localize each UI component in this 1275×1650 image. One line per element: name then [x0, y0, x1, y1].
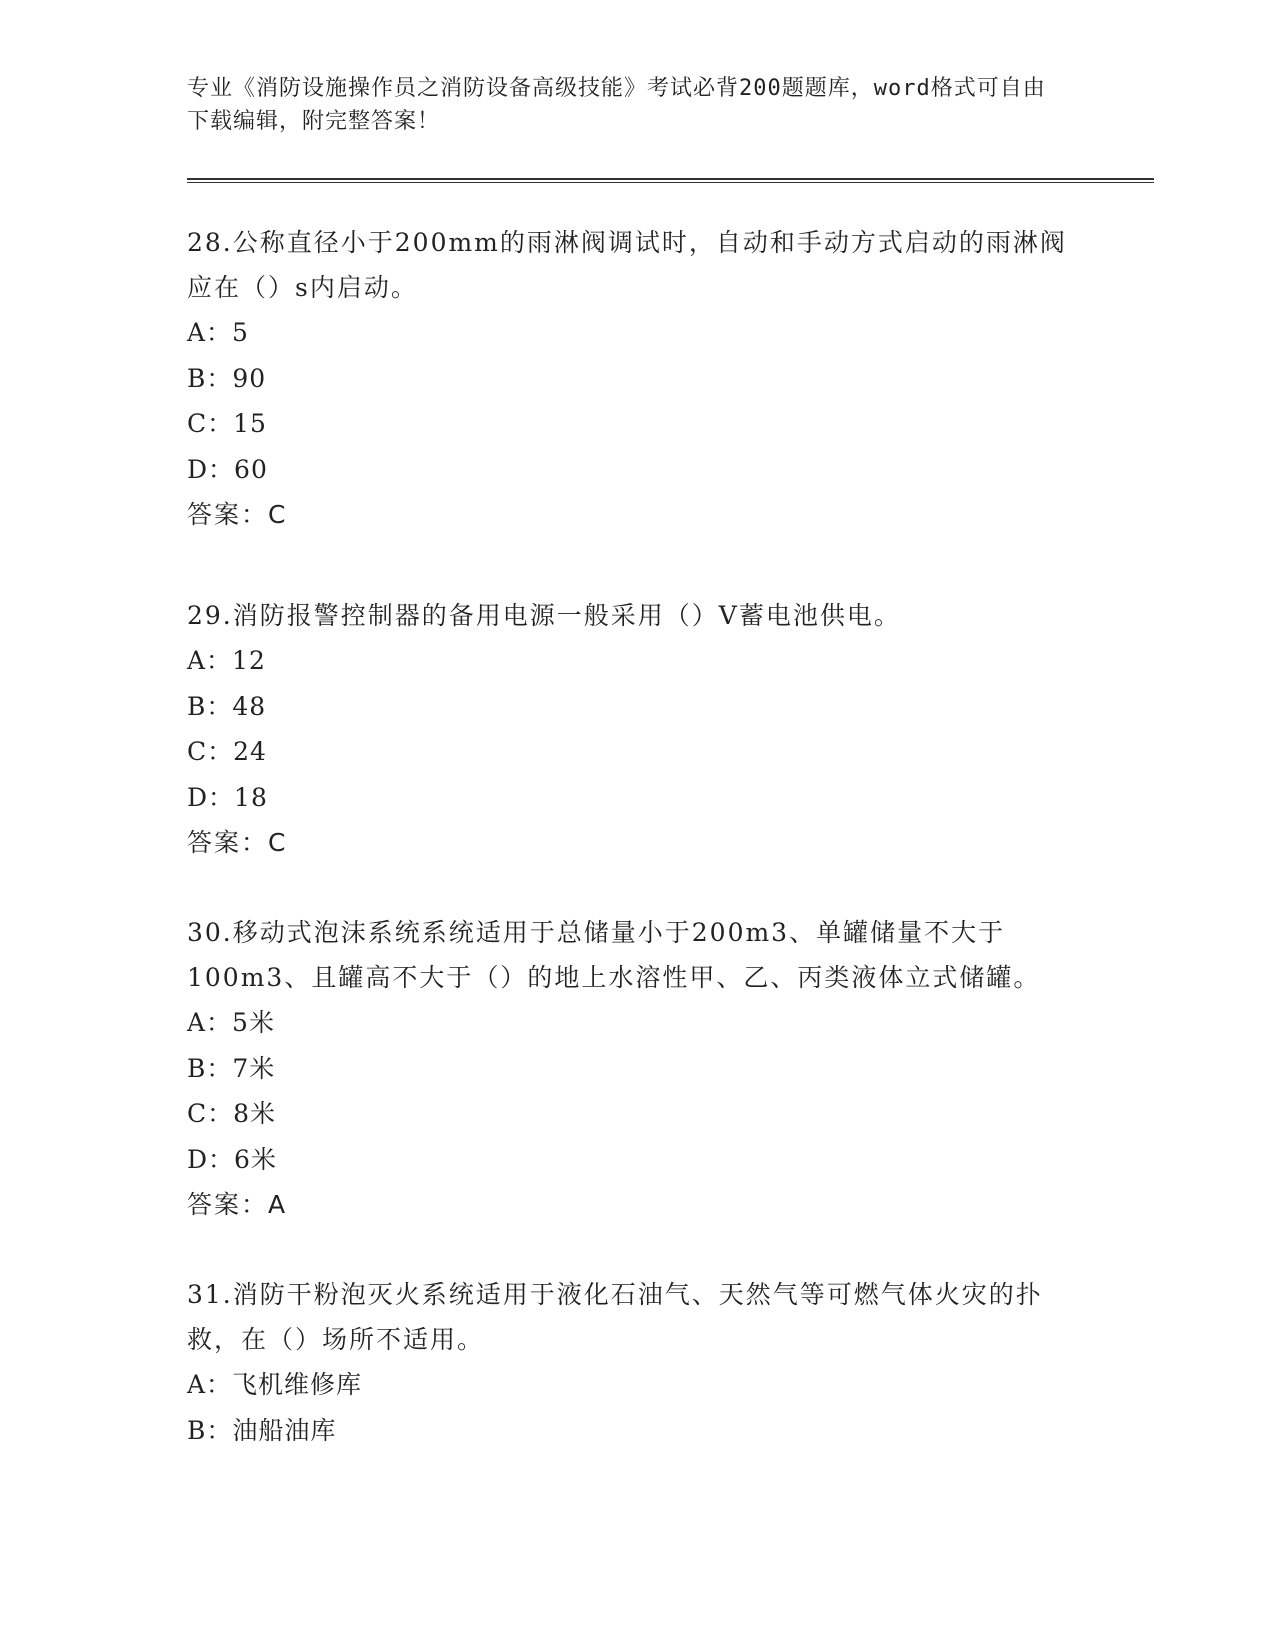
option-a: A：5 — [187, 318, 249, 347]
option-b: B：48 — [187, 691, 267, 721]
option-a: A：飞机维修库 — [187, 1370, 363, 1399]
answer: 答案：C — [187, 500, 288, 529]
question-31 — [187, 1272, 1087, 1453]
option-c: C：15 — [187, 409, 267, 438]
question-stem: 28.公称直径小于200mm的雨淋阀调试时，自动和手动方式启动的雨淋阀应在（）s内启动。 — [187, 228, 1067, 302]
option-b: B：油船油库 — [187, 1415, 337, 1445]
answer: 答案：C — [187, 828, 288, 857]
option-d: D：18 — [187, 782, 268, 812]
option-a: A：12 — [187, 646, 266, 675]
option-a: A：5米 — [187, 1008, 275, 1037]
question-29 — [187, 593, 1087, 865]
option-c: C：8米 — [187, 1099, 277, 1128]
question-stem: 31.消防干粉泡灭火系统适用于液化石油气、天然气等可燃气体火灾的扑救，在（）场所不适用。 — [187, 1280, 1043, 1354]
question-stem: 30.移动式泡沫系统系统适用于总储量小于200m3、单罐储量不大于100m3、且罐高不大于（）的地上水溶性甲、乙、丙类液体立式储罐。 — [187, 918, 1041, 992]
option-c: C：24 — [187, 737, 267, 766]
option-b: B：90 — [187, 363, 267, 393]
option-d: D：6米 — [187, 1144, 277, 1174]
question-stem: 29.消防报警控制器的备用电源一般采用（）V蓄电池供电。 — [187, 601, 901, 630]
question-30 — [187, 910, 1087, 1227]
question-28 — [187, 220, 1087, 537]
option-d: D：60 — [187, 454, 268, 484]
option-b: B：7米 — [187, 1053, 276, 1083]
document-header: 专业《消防设施操作员之消防设备高级技能》考试必背200题题库，word格式可自由下载编辑，附完整答案！ — [187, 76, 1046, 134]
answer: 答案：A — [187, 1190, 288, 1219]
header-divider — [187, 178, 1154, 183]
